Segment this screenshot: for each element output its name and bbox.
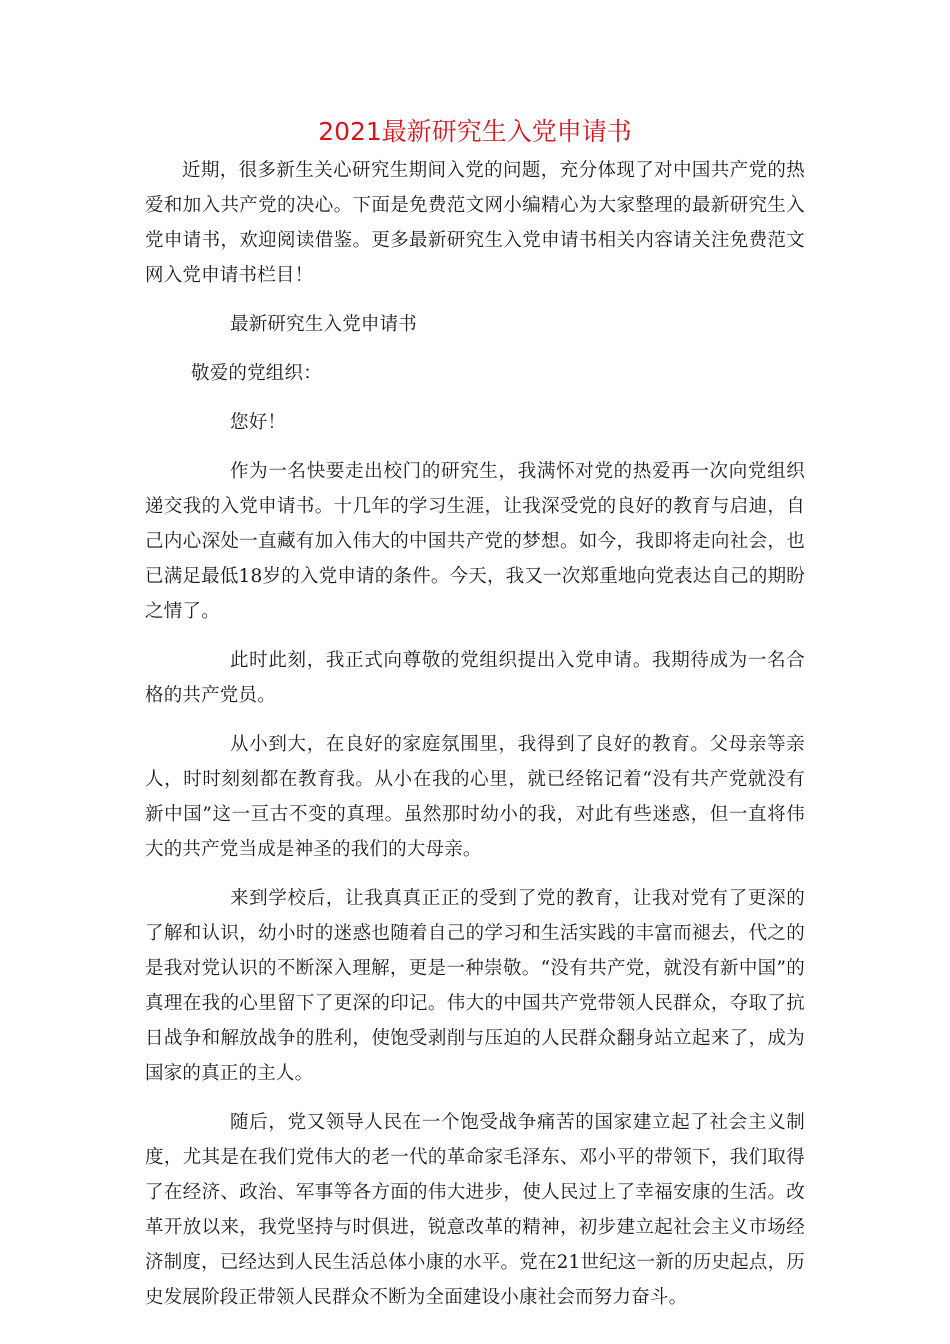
body-paragraph: 作为一名快要走出校门的研究生，我满怀对党的热爱再一次向党组织递交我的入党申请书。十几年的学习生涯，让我深受党的良好的教育与启迪，自己内心深处一直藏有加入伟大的中国共产党的梦想。如今，我即将走向社会，也已满足最低18岁的入党申请的条件。今天，我又一次郑重地向党表达自己的期盼之情了。 xyxy=(145,461,805,622)
document-title: 2021最新研究生入党申请书 xyxy=(318,117,632,146)
intro-paragraph: 近期，很多新生关心研究生期间入党的问题，充分体现了对中国共产党的热爱和加入共产党的决心。下面是免费范文网小编精心为大家整理的最新研究生入党申请书，欢迎阅读借鉴。更多最新研究生入党申请书相关内容请关注免费范文网入党申请书栏目！ xyxy=(145,160,805,286)
body-paragraph: 此时此刻，我正式向尊敬的党组织提出入党申请。我期待成为一名合格的共产党员。 xyxy=(145,650,805,706)
letter-subtitle: 最新研究生入党申请书 xyxy=(230,314,418,335)
document-body xyxy=(145,153,805,1315)
body-paragraph: 从小到大，在良好的家庭氛围里，我得到了良好的教育。父母亲等亲人，时时刻刻都在教育我。从小在我的心里，就已经铭记着“没有共产党就没有新中国”这一亘古不变的真理。虽然那时幼小的我，对此有些迷惑，但一直将伟大的共产党当成是神圣的我们的大母亲。 xyxy=(145,734,805,860)
body-paragraph: 随后，党又领导人民在一个饱受战争痛苦的国家建立起了社会主义制度，尤其是在我们党伟大的老一代的革命家毛泽东、邓小平的带领下，我们取得了在经济、政治、军事等各方面的伟大进步，使人民过上了幸福安康的生活。改革开放以来，我党坚持与时俱进，锐意改革的精神，初步建立起社会主义市场经济制度，已经达到人民生活总体小康的水平。党在21世纪这一新的历史起点，历史发展阶段正带领人民群众不断为全面建设小康社会而努力奋斗。 xyxy=(145,1112,805,1308)
letter-greeting: 您好！ xyxy=(230,412,287,433)
body-paragraph: 来到学校后，让我真真正正的受到了党的教育，让我对党有了更深的了解和认识，幼小时的迷惑也随着自己的学习和生活实践的丰富而褪去，代之的是我对党认识的不断深入理解，更是一种崇敬。“没有共产党，就没有新中国”的真理在我的心里留下了更深的印记。伟大的中国共产党带领人民群众，夺取了抗日战争和解放战争的胜利，使饱受剥削与压迫的人民群众翻身站立起来了，成为国家的真正的主人。 xyxy=(145,888,805,1084)
letter-salutation: 敬爱的党组织： xyxy=(191,363,322,384)
